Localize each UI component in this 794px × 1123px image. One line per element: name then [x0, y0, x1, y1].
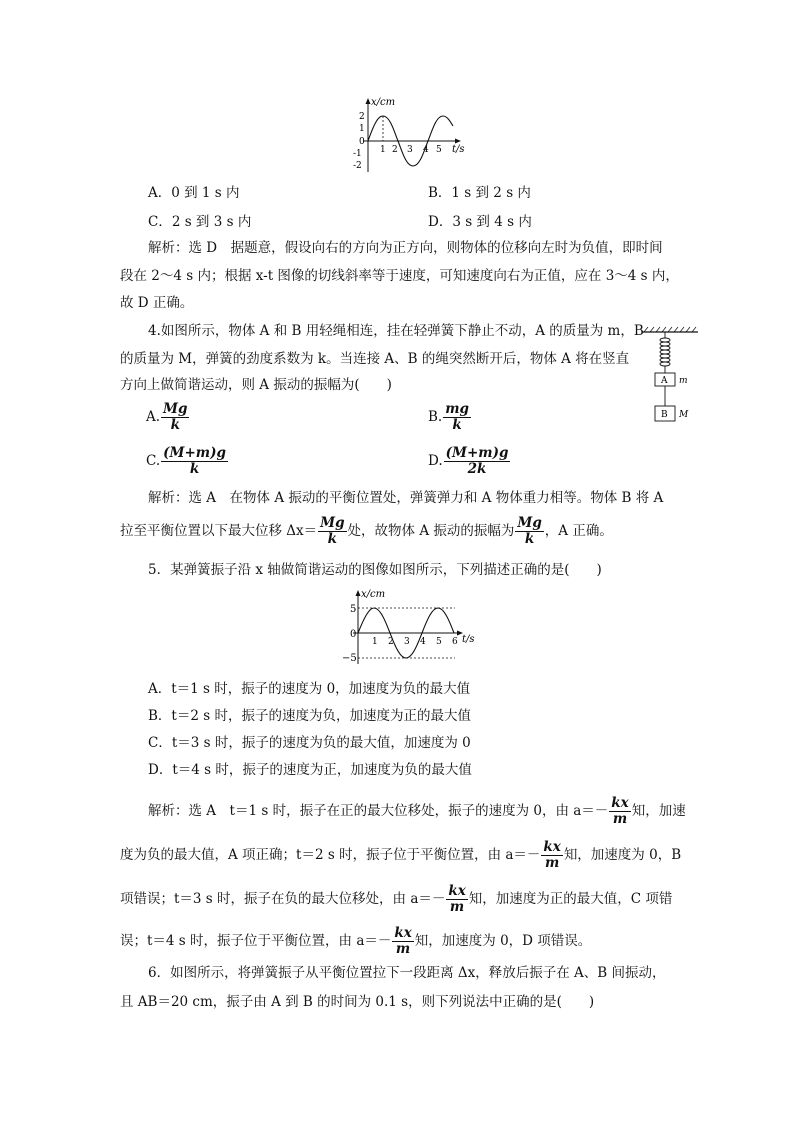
q4-analysis-mid: 处，故物体 A 振动的振幅为 — [347, 523, 515, 539]
q5-stem: 5．某弹簧振子沿 x 轴做简谐运动的图像如图所示，下列描述正确的是( ) — [148, 562, 602, 578]
figure1-xtick-1: 1 — [380, 145, 386, 155]
q4-option-d-label: D. — [428, 453, 443, 469]
q4-option-d-den: 2k — [467, 461, 487, 477]
q4-option-c-label: C. — [146, 453, 161, 469]
figure2-ytick-0: 0 — [350, 629, 357, 640]
q4-stem-line2: 的质量为 M，弹簧的劲度系数为 k。当连接 A、B 的绳突然断开后，物体 A 将在竖直 — [120, 351, 630, 367]
q3-analysis-line2: 段在 2～4 s 内；根据 x-t 图像的切线斜率等于速度，可知速度向右为正值，应在 3～4 s 内， — [120, 268, 679, 284]
q5-analysis-line3-pre: 项错误；t＝3 s 时，振子在负的最大位移处，由 a＝－ — [120, 891, 446, 907]
q3-option-d[interactable]: D．3 s 到 4 s 内 — [428, 214, 532, 230]
q5-analysis-line2-post: 知，加速度为 0，B — [563, 847, 682, 863]
figure2-xtick-6: 6 — [452, 637, 458, 647]
figure2-ylabel: x/cm — [361, 589, 386, 600]
q4-option-b[interactable] — [428, 402, 472, 433]
block-a-label: A — [661, 376, 668, 386]
figure2-ytick-minus5: −5 — [342, 653, 357, 664]
block-a-mass: m — [679, 376, 688, 386]
q4-option-c[interactable] — [146, 446, 229, 477]
q5-analysis-frac-den: m — [544, 855, 560, 871]
q5-analysis-frac-num: kx — [543, 839, 561, 855]
q3-option-a[interactable]: A．0 到 1 s 内 — [148, 185, 240, 201]
figure1-xlabel: t/s — [452, 144, 465, 155]
q4-analysis-frac2-den: k — [524, 531, 535, 547]
q4-analysis-frac2-num: Mg — [517, 515, 542, 531]
q4-option-c-num: (M+m)g — [163, 445, 226, 461]
figure1-ytick-minus1: -1 — [353, 149, 362, 159]
q4-analysis-frac1-num: Mg — [320, 515, 345, 531]
figure2-xtick-2: 2 — [388, 637, 394, 647]
q4-analysis-post: ，A 正确。 — [544, 523, 613, 539]
q5-analysis-frac-den: m — [449, 899, 465, 915]
figure1-ytick-minus2: -2 — [353, 161, 362, 171]
oscillation-graph-1 — [348, 96, 478, 176]
q4-option-b-num: mg — [445, 401, 469, 417]
q6-stem-line2: 且 AB＝20 cm，振子由 A 到 B 的时间为 0.1 s，则下列说法中正确的是( ) — [120, 994, 595, 1010]
spring-blocks-figure — [638, 326, 718, 426]
q5-analysis-frac-num: kx — [448, 883, 466, 899]
q5-analysis-line2 — [120, 840, 681, 871]
figure2-xtick-1: 1 — [372, 637, 378, 647]
q4-option-a-num: Mg — [163, 401, 188, 417]
q5-analysis-line2-pre: 度为负的最大值，A 项正确；t＝2 s 时，振子位于平衡位置，由 a＝－ — [120, 847, 541, 863]
figure2-xlabel: t/s — [462, 634, 475, 645]
q5-analysis-line3-post: 知，加速度为正的最大值，C 项错 — [468, 891, 673, 907]
figure1-xtick-3: 3 — [407, 145, 413, 155]
q5-analysis-line1 — [148, 796, 686, 827]
q3-analysis-line1: 解析：选 D 据题意，假设向右的方向为正方向，则物体的位移向左时为负值，即时间 — [148, 240, 663, 256]
figure1-xtick-4: 4 — [423, 145, 429, 155]
q3-option-b[interactable]: B．1 s 到 2 s 内 — [428, 185, 531, 201]
q6-stem-line1: 6．如图所示，将弹簧振子从平衡位置拉下一段距离 Δx，释放后振子在 A、B 间振动， — [148, 965, 666, 981]
figure1-ytick-2: 2 — [359, 112, 365, 122]
q5-analysis-frac-num: kx — [611, 795, 629, 811]
q5-analysis-line1-pre: 解析：选 A t＝1 s 时，振子在正的最大位移处，振子的速度为 0，由 a＝－ — [148, 803, 609, 819]
q4-option-a-label: A. — [146, 409, 161, 425]
q5-analysis-frac-den: m — [612, 811, 628, 827]
q4-option-c-den: k — [189, 461, 200, 477]
block-b-label: B — [661, 410, 668, 420]
q5-option-c[interactable]: C．t＝3 s 时，振子的速度为负的最大值，加速度为 0 — [148, 735, 471, 751]
q5-analysis-line4-pre: 误；t＝4 s 时，振子位于平衡位置，由 a＝－ — [120, 933, 392, 949]
q5-analysis-line3 — [120, 884, 672, 915]
q4-option-d-num: (M+m)g — [445, 445, 509, 461]
figure1-ytick-0: 0 — [359, 137, 365, 147]
q3-option-c[interactable]: C．2 s 到 3 s 内 — [148, 214, 252, 230]
figure2-ytick-5: 5 — [350, 604, 357, 615]
block-b-mass: M — [679, 410, 689, 420]
q4-analysis-line2 — [120, 516, 613, 547]
oscillation-graph-2 — [340, 588, 480, 668]
figure1-ylabel: x/cm — [371, 97, 396, 108]
q5-analysis-line4 — [120, 926, 591, 957]
q5-analysis-line4-post: 知，加速度为 0，D 项错误。 — [414, 933, 592, 949]
q5-option-d[interactable]: D．t＝4 s 时，振子的速度为正，加速度为负的最大值 — [148, 762, 472, 778]
q4-analysis-pre: 拉至平衡位置以下最大位移 Δx＝ — [120, 523, 318, 539]
q5-option-a[interactable]: A．t＝1 s 时，振子的速度为 0，加速度为负的最大值 — [148, 681, 471, 697]
figure2-xtick-5: 5 — [436, 637, 442, 647]
spring-icon — [660, 332, 670, 373]
q4-stem-line1: 4.如图所示，物体 A 和 B 用轻绳相连，挂在轻弹簧下静止不动，A 的质量为 m，B — [148, 323, 644, 339]
q3-analysis-line3: 故 D 正确。 — [120, 295, 194, 311]
figure1-xtick-5: 5 — [436, 145, 442, 155]
q4-option-b-den: k — [452, 417, 462, 433]
q4-stem-line3: 方向上做简谐运动，则 A 振动的振幅为( ) — [120, 377, 392, 393]
figure2-xtick-4: 4 — [420, 637, 426, 647]
figure2-xtick-3: 3 — [404, 637, 410, 647]
q4-option-a[interactable] — [146, 402, 190, 433]
q5-analysis-frac-num: kx — [394, 925, 412, 941]
q5-option-b[interactable]: B．t＝2 s 时，振子的速度为负，加速度为正的最大值 — [148, 708, 471, 724]
q5-analysis-frac-den: m — [395, 941, 411, 957]
q4-option-a-den: k — [170, 417, 180, 433]
figure1-ytick-1: 1 — [359, 124, 365, 134]
q4-option-b-label: B. — [428, 409, 443, 425]
q4-analysis-line1: 解析：选 A 在物体 A 振动的平衡位置处，弹簧弹力和 A 物体重力相等。物体 B 将 A — [148, 490, 664, 506]
q4-option-d[interactable] — [428, 446, 511, 477]
q5-analysis-line1-post: 知，加速 — [631, 803, 686, 819]
q4-analysis-frac1-den: k — [327, 531, 338, 547]
figure1-xtick-2: 2 — [392, 145, 398, 155]
